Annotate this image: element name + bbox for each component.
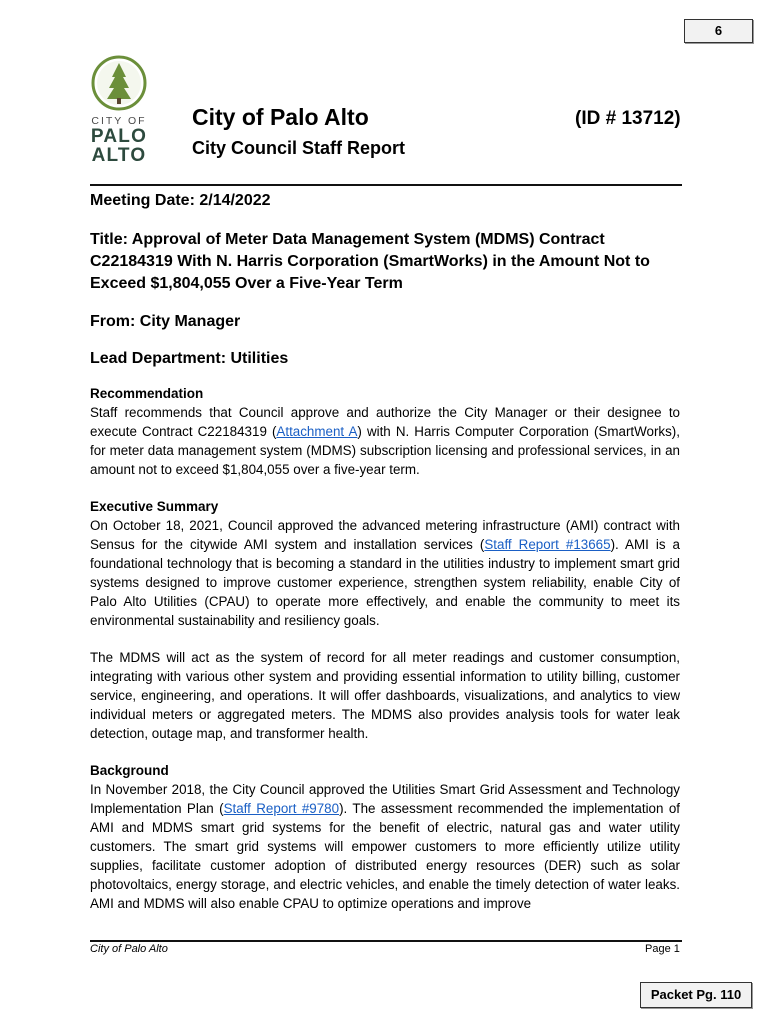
city-logo: [88, 55, 150, 165]
logo-city-of: CITY OF: [91, 115, 147, 127]
footer-page: Page 1: [645, 943, 680, 955]
executive-summary-text: [90, 516, 680, 630]
staff-report-9780-link[interactable]: Staff Report #9780: [223, 801, 340, 816]
footer-city: City of Palo Alto: [90, 943, 168, 955]
report-body: [90, 190, 680, 913]
background-heading: Background: [90, 763, 169, 778]
background-text-after: ). The assessment recommended the implementation of AMI and MDMS smart grid systems for the benefit of electric, natural gas and water utility customers. The smart grid systems will empower customers to more efficiently utilize utility supplies, facilitate customer adoption of distributed energy resources (DER) such as solar photovoltaics, energy storage, and electric vehicles, and enable the timely detection of water leaks. AMI and MDMS will also enable CPAU to optimize operations and improve: [90, 801, 680, 911]
footer-divider: [90, 940, 682, 942]
report-id: (ID # 13712): [575, 108, 681, 129]
exec-text-after: ). AMI is a foundational technology that is becoming a standard in the utilities industry to implement smart grid systems designed to improve customer experience, strengthen system reliability, enable City of Palo Alto Utilities (CPAU) to operate more effectively, and enable the community to meet its environmental sustainability and resiliency goals.: [90, 537, 680, 628]
recommendation-text-after: ) with N. Harris Computer Corporation (SmartWorks), for meter data management system (MDMS) subscription licensing and professional services, in an amount not to exceed $1,804,055 over a five-year term.: [90, 424, 680, 477]
staff-report-13665-link[interactable]: Staff Report #13665: [484, 537, 611, 552]
exec-text-before: On October 18, 2021, Council approved the advanced metering infrastructure (AMI) contract with Sensus for the citywide AMI system and installation services (: [90, 518, 680, 552]
from-line: From: City Manager: [90, 313, 241, 330]
recommendation-heading: Recommendation: [90, 386, 204, 401]
page-number-box: 6: [684, 19, 753, 43]
logo-alto: ALTO: [91, 145, 147, 166]
agenda-title: Title: Approval of Meter Data Management System (MDMS) Contract C22184319 With N. Harris Corporation (SmartWorks) in the Amount Not to Exceed $1,804,055 Over a Five-Year Term: [90, 231, 650, 292]
recommendation-text: [90, 403, 680, 479]
report-title: City of Palo Alto: [192, 104, 369, 130]
logo-palo: PALO: [90, 126, 148, 147]
meeting-date: Meeting Date: 2/14/2022: [90, 192, 271, 209]
attachment-a-link[interactable]: Attachment A: [276, 424, 358, 439]
recommendation-text-before: Staff recommends that Council approve and authorize the City Manager or their designee to execute Contract C22184319 (: [90, 405, 680, 439]
tree-logo-icon: [91, 55, 147, 111]
executive-summary-heading: Executive Summary: [90, 499, 219, 514]
mdms-paragraph: The MDMS will act as the system of record for all meter readings and customer consumption, integrating with various other system and providing essential information to utility billing, customer service, engineering, and operations. It will offer dashboards, visualizations, and analytics to view individual meters or aggregated meters. The MDMS also provides analysis tools for water leak detection, outage map, and transformer health.: [90, 650, 680, 741]
header-divider: [90, 184, 682, 186]
report-subtitle: City Council Staff Report: [192, 138, 406, 158]
packet-page-box: Packet Pg. 110: [640, 982, 752, 1008]
background-text: [90, 780, 680, 913]
background-text-before: In November 2018, the City Council approved the Utilities Smart Grid Assessment and Technology Implementation Plan (: [90, 782, 680, 816]
lead-department: Lead Department: Utilities: [90, 350, 289, 367]
